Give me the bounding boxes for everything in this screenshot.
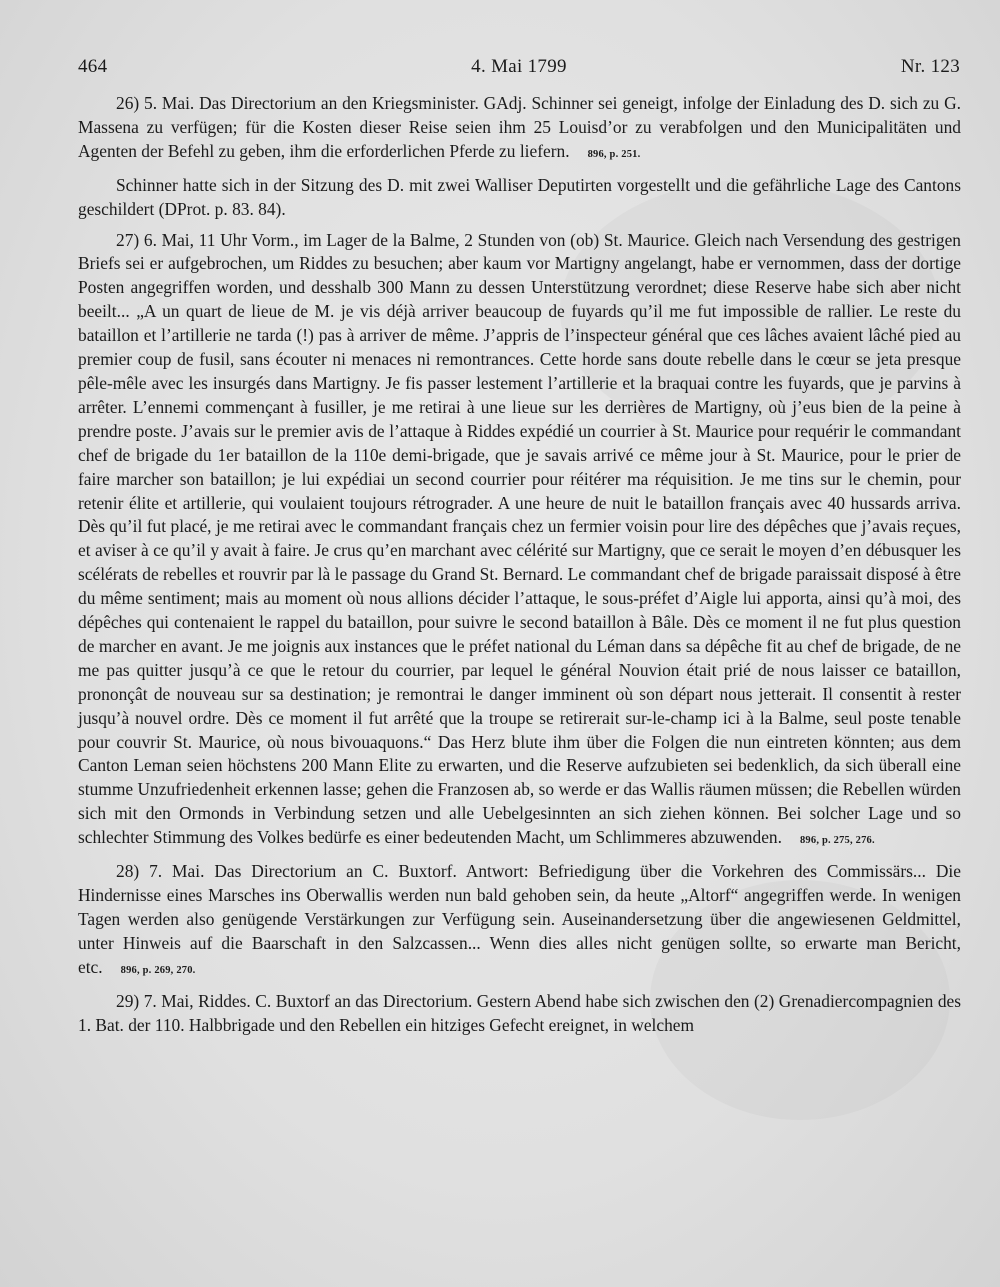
entry-note: Schinner hatte sich in der Sitzung des D. mit zwei Walliser Deputirten vorgestellt und die gefährliche Lage des Cantons geschildert (DProt. p. 83. 84). <box>78 174 961 219</box>
entry-paragraph <box>78 229 961 854</box>
entry-paragraph <box>78 92 961 167</box>
source-reference: 896, p. 275, 276. <box>799 835 875 847</box>
entry-28 <box>78 860 961 983</box>
header-date: 4. Mai 1799 <box>471 56 567 77</box>
entry-text: 28) 7. Mai. Das Directorium an C. Buxtorf. Antwort: Befriedigung über die Vorkehren des Commissärs... Die Hindernisse eines Marsches ins Oberwallis werden nun bald gehoben sein, da heute „Altorf“ angegriffen werde. In wenigen Tagen werden also genügende Verstärkungen zur Verfügung sein. Auseinandersetzung über die angewiesenen Geldmittel, unter Hinweis auf die Baarschaft in den Salzcassen... Wenn dies alles nicht genügen sollte, so erwarte man Bericht, etc. <box>78 861 961 977</box>
entry-26 <box>78 92 961 222</box>
page-body <box>78 92 961 1044</box>
page-number: 464 <box>78 56 108 77</box>
entry-text: 27) 6. Mai, 11 Uhr Vorm., im Lager de la Balme, 2 Stunden von (ob) St. Maurice. Gleich nach Versendung des gestrigen Briefs sei er aufgebrochen, um Riddes zu besuchen; aber kaum vor Martigny angelangt, habe er vernommen, dass der dortige Posten angegriffen worden, und desshalb 300 Mann zu dessen Unterstützung verordnet; diese Reserve habe sich aber nicht beeilt... „A un quart de lieue de M. je vis déjà arriver beaucoup de fuyards qu’il me fut impossible de rallier. Le reste du bataillon et l’artillerie ne tarda (!) pas à arriver de même. J’appris de l’inspecteur général que ces lâches avaient lâché pied au premier coup de fusil, sans écouter ni menaces ni remontrances. Cette horde sans doute rebelle dans le cœur se jeta presque pêle-mêle avec les insurgés dans Martigny. Je fis passer lestement l’artillerie et la braquai contre les fuyards, que je parvins à arrêter. L’ennemi commençant à fusiller, je me retirai à une lieue sur les derrières de Martigny, où j’eus bien de la peine à prendre poste. J’avais sur le premier avis de l’attaque à Riddes expédié un courrier à St. Maurice pour requérir le commandant chef de brigade du 1er bataillon de la 110e demi-brigade, que je savais arrivé ce même jour à St. Maurice, pour le prier de faire marcher son bataillon; je lui expédiai un second courrier pour réitérer ma réquisition. Je me tins sur le chemin, pour retenir élite et artillerie, qui voulaient toujours rétrograder. A une heure de nuit le bataillon français avec 40 hussards arriva. Dès qu’il fut placé, je me retirai avec le commandant français chez un fermier voisin pour lire des dépêches que j’avais reçues, et aviser à ce qu’il y avait à faire. Je crus qu’en marchant avec célérité sur Martigny, que ce serait le moyen d’en débusquer les scélérats de rebelles et rouvrir par là le passage du Grand St. Bernard. Le commandant chef de brigade paraissait disposé à être du même sentiment; mais au moment où nous allions décider l’attaque, le sous-préfet d’Aigle lui apporta, ainsi qu’à moi, des dépêches qui contenaient le rappel du bataillon, pour suivre le second bataillon à Bâle. Dès ce moment il ne fut plus question de marcher en avant. Je me joignis aux instances que le préfet national du Léman dans sa dépêche fit au chef de brigade, de ne me pas quitter jusqu’à ce que le retour du courrier, par lequel le général Nouvion était prié de nous laisser ce bataillon, prononçât de nouveau sur sa destination; je remontrai le danger imminent où son départ nous jetterait. Il consentit à rester jusqu’à nouvel ordre. Dès ce moment il fut arrêté que la troupe se retirerait sur-le-champ ici à la Balme, seul poste tenable pour couvrir St. Maurice, où nous bivouaquons.“ Das Herz blute ihm über die Folgen die nun eintreten könnten; aus dem Canton Leman seien höchstens 200 Mann Elite zu erwarten, und die Reserve aufzubieten sei bedenklich, da sich überall eine stumme Unzufriedenheit erkennen lasse; gehen die Franzosen ab, so werde er das Wallis räumen müssen; die Rebellen würden sich mit den Ormonds in Verbindung setzen und alle Uebelgesinnten an sich ziehen können. Bei solcher Lage und so schlechter Stimmung des Volkes bedürfe es einer bedeutenden Macht, um Schlimmeres abzuwenden. <box>78 229 961 848</box>
document-number: Nr. 123 <box>900 56 960 77</box>
running-header <box>78 56 960 86</box>
entry-29 <box>78 990 961 1038</box>
entry-paragraph <box>78 990 961 1038</box>
entry-text: 26) 5. Mai. Das Directorium an den Kriegsminister. GAdj. Schinner sei geneigt, infolge der Einladung des D. sich zu G. Massena zu verfügen; für die Kosten dieser Reise seien ihm 25 Louisd’or zu verabfolgen und den Municipalitäten und Agenten der Befehl zu geben, ihm die erforderlichen Pferde zu liefern. <box>78 93 961 161</box>
entry-paragraph <box>78 860 961 983</box>
entry-text: 29) 7. Mai, Riddes. C. Buxtorf an das Directorium. Gestern Abend habe sich zwischen den (2) Grenadiercompagnien des 1. Bat. der 110. Halbbrigade und den Rebellen ein hitziges Gefecht ereignet, in welchem <box>78 990 961 1035</box>
entry-27 <box>78 229 961 854</box>
source-reference: 896, p. 269, 270. <box>120 964 196 976</box>
source-reference: 896, p. 251. <box>587 148 641 160</box>
